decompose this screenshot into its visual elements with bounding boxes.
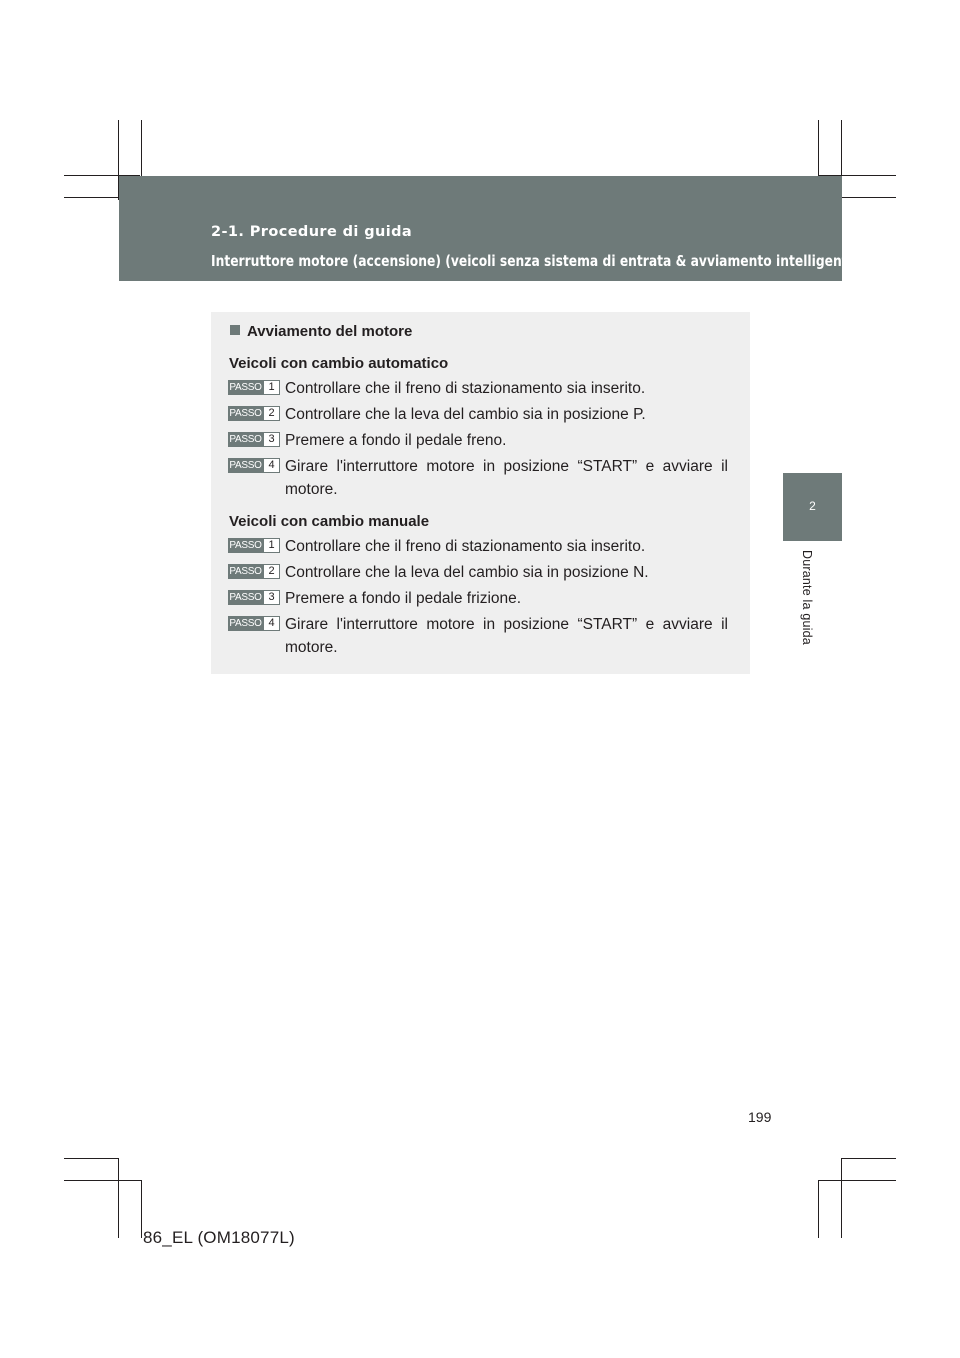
chapter-number: 2 — [809, 499, 816, 513]
step-text: Girare l'interruttore motore in posizione “START” e avviare il motore. — [285, 616, 728, 656]
step-text: Controllare che il freno di stazionamento sia inserito. — [285, 538, 646, 555]
step-badge-label: PASSO — [229, 408, 262, 419]
manual-heading: Veicoli con cambio manuale — [229, 513, 430, 530]
chapter-tab — [783, 473, 842, 541]
step-badge-label: PASSO — [229, 434, 262, 445]
crop-mark — [118, 1158, 119, 1238]
step-badge-number: 2 — [263, 406, 280, 421]
crop-mark — [141, 1180, 142, 1238]
step-text: Controllare che il freno di stazionamento sia inserito. — [285, 380, 646, 397]
step-item — [228, 613, 728, 659]
step-badge-number: 3 — [263, 432, 280, 447]
step-badge-number: 4 — [263, 616, 280, 631]
step-badge — [228, 432, 280, 447]
chapter-title: Durante la guida — [800, 550, 814, 645]
step-text: Controllare che la leva del cambio sia in posizione P. — [285, 406, 646, 423]
step-text: Premere a fondo il pedale freno. — [285, 432, 507, 449]
crop-mark — [64, 1180, 142, 1181]
step-badge — [228, 458, 280, 473]
step-item — [228, 587, 728, 610]
section-label: 2-1. Procedure di guida — [211, 224, 413, 240]
step-badge-label: PASSO — [229, 592, 262, 603]
step-badge-label: PASSO — [229, 618, 262, 629]
step-badge-number: 2 — [263, 564, 280, 579]
step-badge-label: PASSO — [229, 382, 262, 393]
step-badge-number: 1 — [263, 538, 280, 553]
section-title-text: Avviamento del motore — [247, 323, 413, 340]
crop-mark — [841, 1158, 896, 1159]
step-item — [228, 403, 728, 426]
header-bar — [119, 176, 862, 281]
page-heading: Interruttore motore (accensione) (veicoli senza sistema di entrata & avviamento intelligente) — [211, 252, 862, 270]
step-badge-label: PASSO — [229, 566, 262, 577]
step-badge — [228, 538, 280, 553]
step-item — [228, 561, 728, 584]
step-badge — [228, 380, 280, 395]
page-number: 199 — [748, 1109, 772, 1125]
square-bullet-icon — [230, 325, 240, 335]
step-badge-label: PASSO — [229, 460, 262, 471]
automatic-heading: Veicoli con cambio automatico — [229, 355, 449, 372]
document-code: 86_EL (OM18077L) — [143, 1228, 295, 1247]
step-text: Girare l'interruttore motore in posizione “START” e avviare il motore. — [285, 458, 728, 498]
step-item — [228, 535, 728, 558]
step-badge-number: 3 — [263, 590, 280, 605]
step-item — [228, 429, 728, 452]
step-badge — [228, 590, 280, 605]
step-badge — [228, 406, 280, 421]
step-item — [228, 455, 728, 501]
crop-mark — [64, 1158, 119, 1159]
crop-mark — [841, 197, 896, 198]
step-badge — [228, 616, 280, 631]
crop-mark — [818, 1180, 819, 1238]
step-badge-number: 1 — [263, 380, 280, 395]
section-title — [230, 323, 412, 340]
step-item — [228, 377, 728, 400]
step-badge-number: 4 — [263, 458, 280, 473]
step-badge — [228, 564, 280, 579]
crop-mark — [841, 1158, 842, 1238]
content-panel — [211, 312, 750, 674]
crop-mark — [64, 197, 119, 198]
step-text: Premere a fondo il pedale frizione. — [285, 590, 522, 607]
step-text: Controllare che la leva del cambio sia in posizione N. — [285, 564, 649, 581]
step-badge-label: PASSO — [229, 540, 262, 551]
crop-mark — [818, 1180, 896, 1181]
